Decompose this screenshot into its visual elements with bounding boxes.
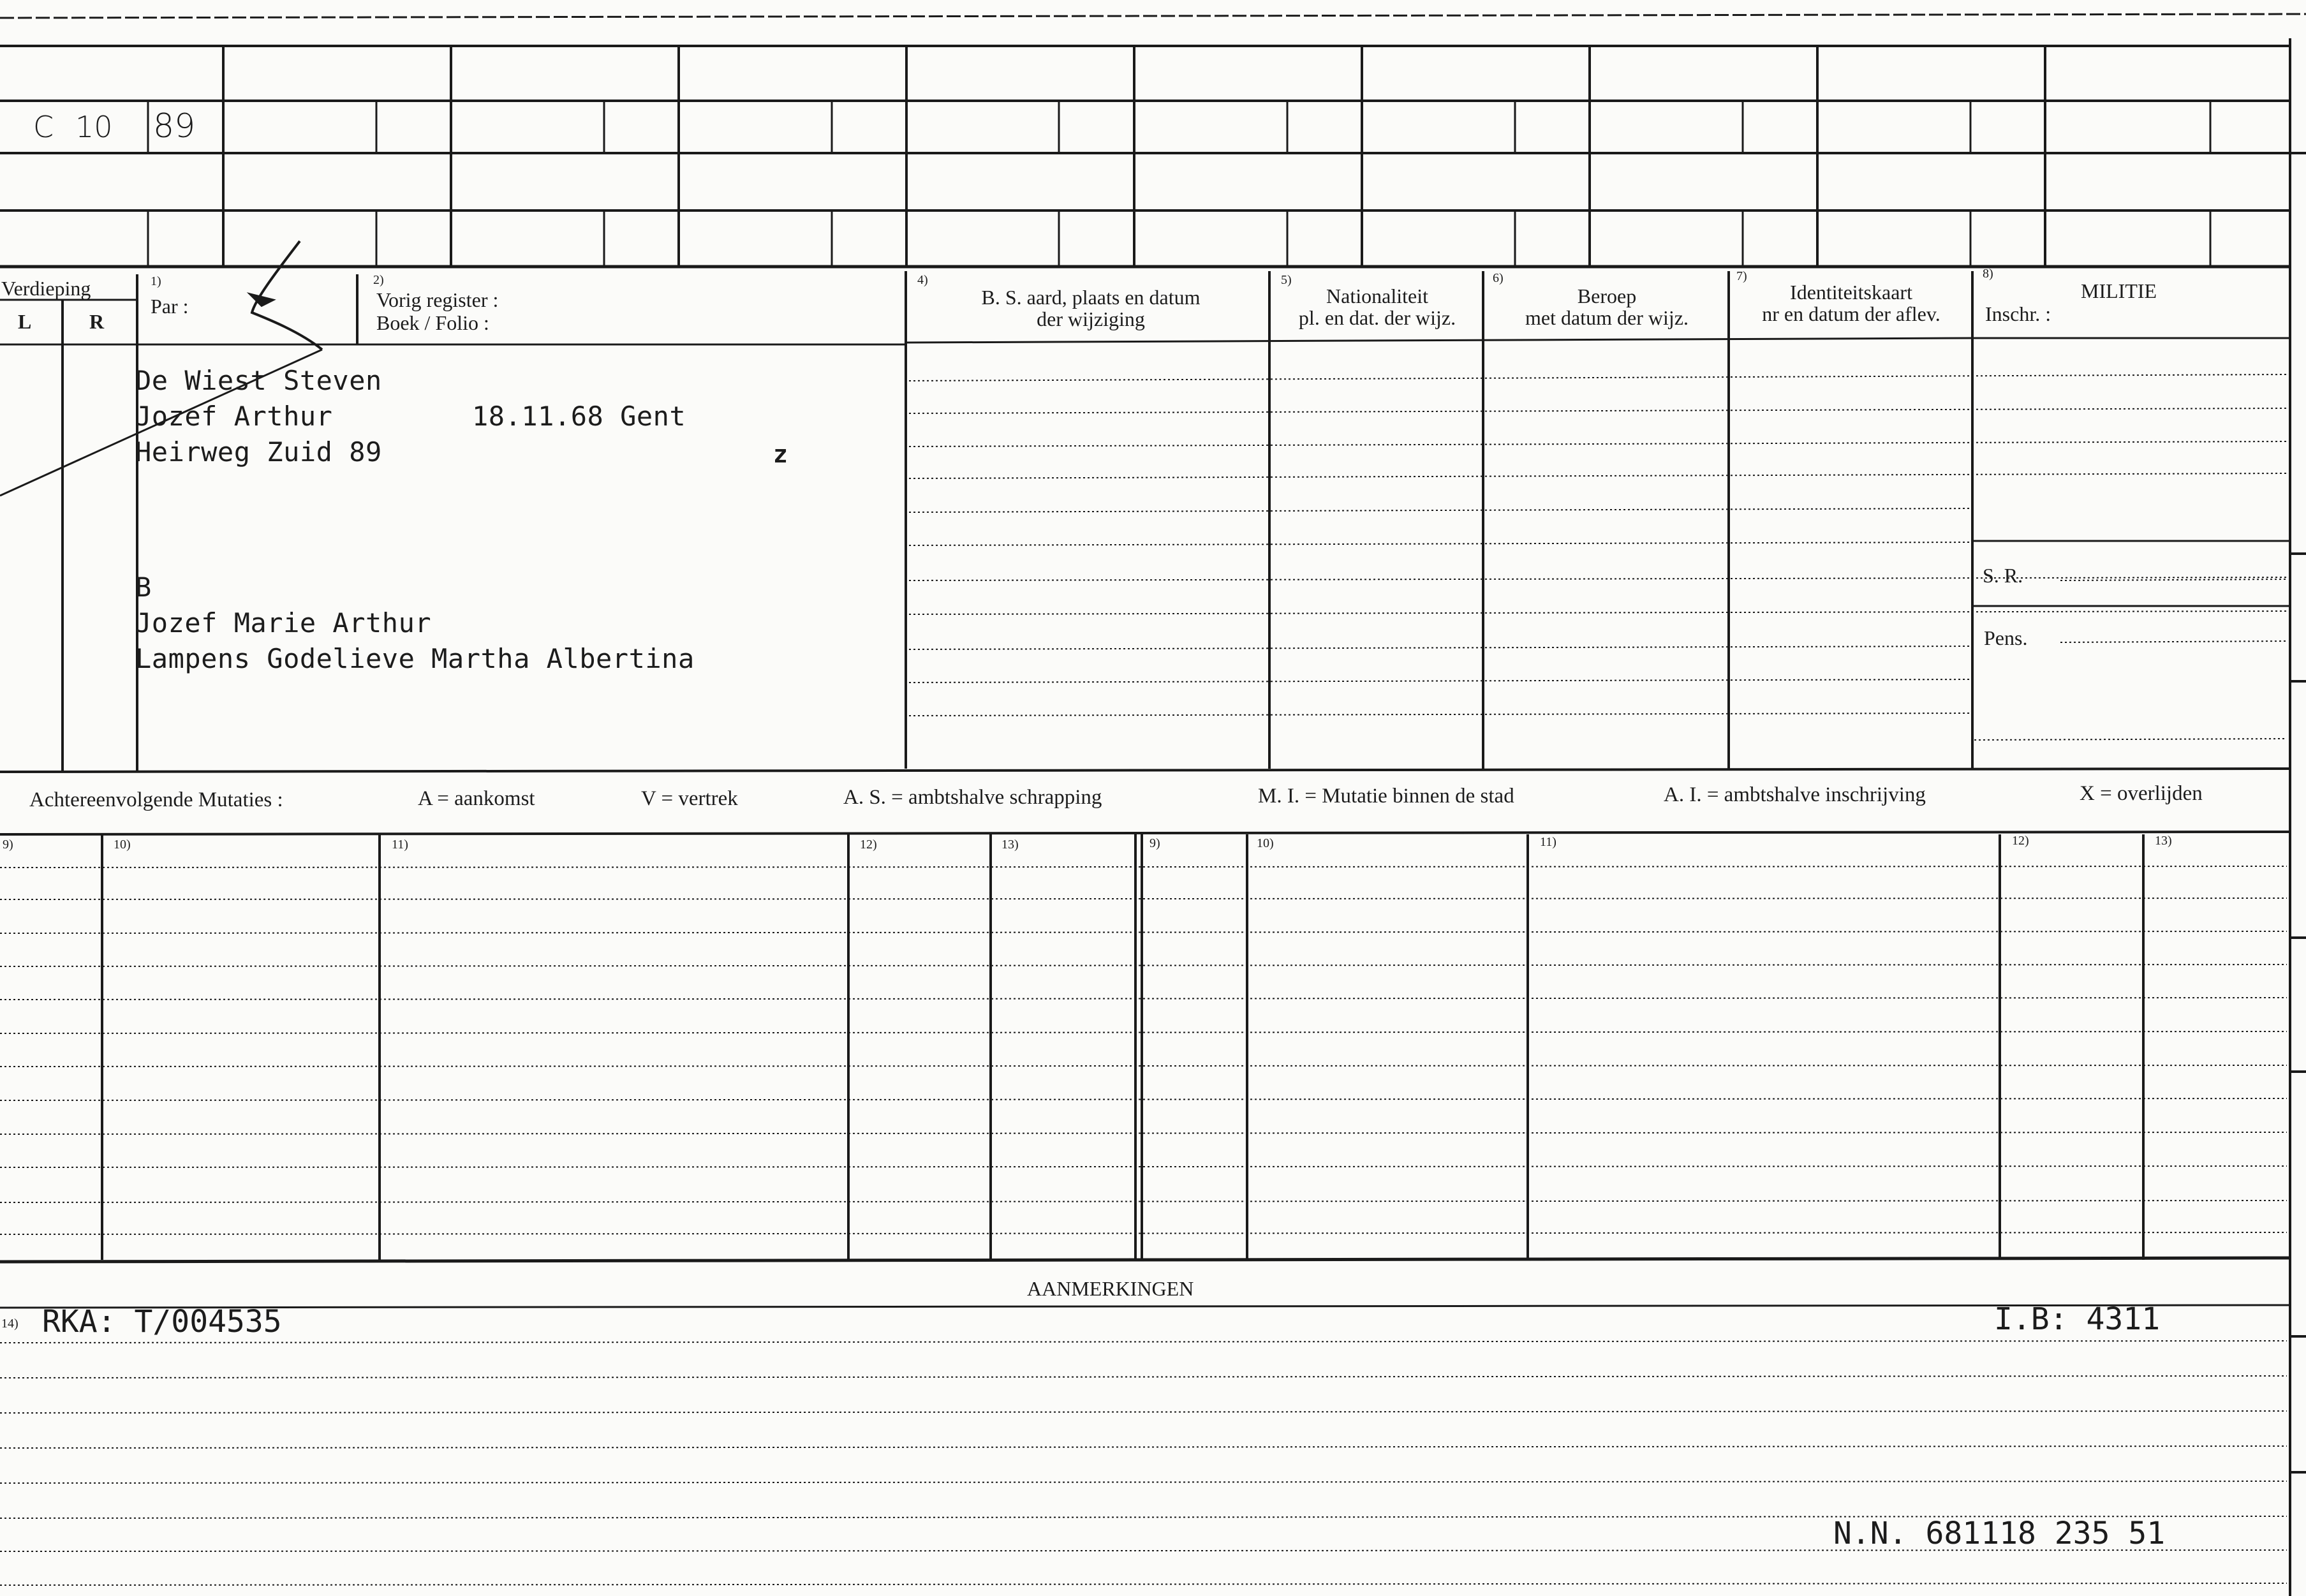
pens-label: Pens.	[1984, 626, 2028, 649]
par-label: Par :	[151, 295, 189, 318]
aanmerkingen-title: AANMERKINGEN	[1027, 1277, 1194, 1300]
mutations-legend-title: Achtereenvolgende Mutaties :	[29, 788, 283, 811]
record-surname: De Wiest Steven	[135, 365, 382, 396]
legend-item-overlijden: X = overlijden	[2080, 782, 2203, 805]
mutation-col-9b: 9)	[1149, 836, 1160, 850]
field-number-2: 2)	[373, 273, 384, 287]
record-given-names: Jozef Arthur	[135, 401, 333, 432]
mutation-col-12b: 12)	[2012, 834, 2029, 848]
legend-item-mutatie: M. I. = Mutatie binnen de stad	[1258, 785, 1514, 808]
record-birth: 18.11.68 Gent	[472, 401, 686, 432]
field-number-14: 14)	[1, 1317, 18, 1331]
vorig-register-label: Vorig register :	[376, 288, 499, 311]
mutation-col-12a: 12)	[860, 838, 877, 852]
mutation-col-11b: 11)	[1540, 835, 1556, 849]
sr-label: S. R.	[1983, 564, 2023, 587]
record-code: z	[773, 440, 788, 468]
mutation-col-10b: 10)	[1257, 836, 1274, 850]
legend-item-vertrek: V = vertrek	[641, 787, 738, 810]
identiteitskaart-label: Identiteitskaart	[1790, 281, 1912, 304]
identiteitskaart-sublabel: nr en datum der aflev.	[1762, 302, 1940, 325]
mutation-col-10a: 10)	[114, 838, 131, 852]
remarks-nn: N.N. 681118 235 51	[1833, 1516, 2166, 1551]
beroep-label: Beroep	[1577, 284, 1637, 307]
top-month: 10	[75, 110, 113, 144]
inschr-label: Inschr. :	[1985, 302, 2051, 325]
col-l-label: L	[18, 310, 32, 333]
bs-label-line2: der wijziging	[1037, 307, 1145, 330]
field-number-6: 6)	[1493, 271, 1504, 285]
field-number-7: 7)	[1736, 269, 1747, 283]
col-r-label: R	[89, 310, 105, 333]
mutation-col-13b: 13)	[2155, 834, 2172, 848]
top-year: 89	[153, 107, 196, 145]
militie-label: MILITIE	[2081, 279, 2157, 302]
field-number-5: 5)	[1281, 273, 1292, 287]
boek-folio-label: Boek / Folio :	[376, 311, 489, 334]
beroep-sublabel: met datum der wijz.	[1525, 306, 1689, 329]
top-prefix: C	[33, 110, 54, 144]
field-number-8: 8)	[1983, 267, 1993, 281]
mutation-col-11a: 11)	[392, 838, 408, 852]
record-b-marker: B	[135, 572, 152, 603]
mutation-col-13a: 13)	[1001, 838, 1019, 852]
legend-item-ambtshalve-inschrijving: A. I. = ambtshalve inschrijving	[1664, 783, 1926, 806]
remarks-ib: I.B: 4311	[1994, 1301, 2161, 1337]
verdieping-label: Verdieping	[1, 277, 91, 300]
record-father: Jozef Marie Arthur	[135, 607, 432, 639]
remarks-rka: RKA: T/004535	[42, 1304, 282, 1340]
nationaliteit-label: Nationaliteit	[1326, 284, 1428, 307]
record-address: Heirweg Zuid 89	[135, 436, 382, 468]
nationaliteit-sublabel: pl. en dat. der wijz.	[1298, 306, 1456, 329]
field-number-1: 1)	[151, 274, 161, 288]
legend-item-ambtshalve-schrapping: A. S. = ambtshalve schrapping	[843, 786, 1102, 809]
bs-label-line1: B. S. aard, plaats en datum	[981, 286, 1201, 309]
record-mother: Lampens Godelieve Martha Albertina	[135, 643, 695, 674]
mutation-col-9a: 9)	[3, 838, 13, 852]
field-number-4: 4)	[917, 273, 928, 287]
legend-item-aankomst: A = aankomst	[418, 787, 535, 810]
